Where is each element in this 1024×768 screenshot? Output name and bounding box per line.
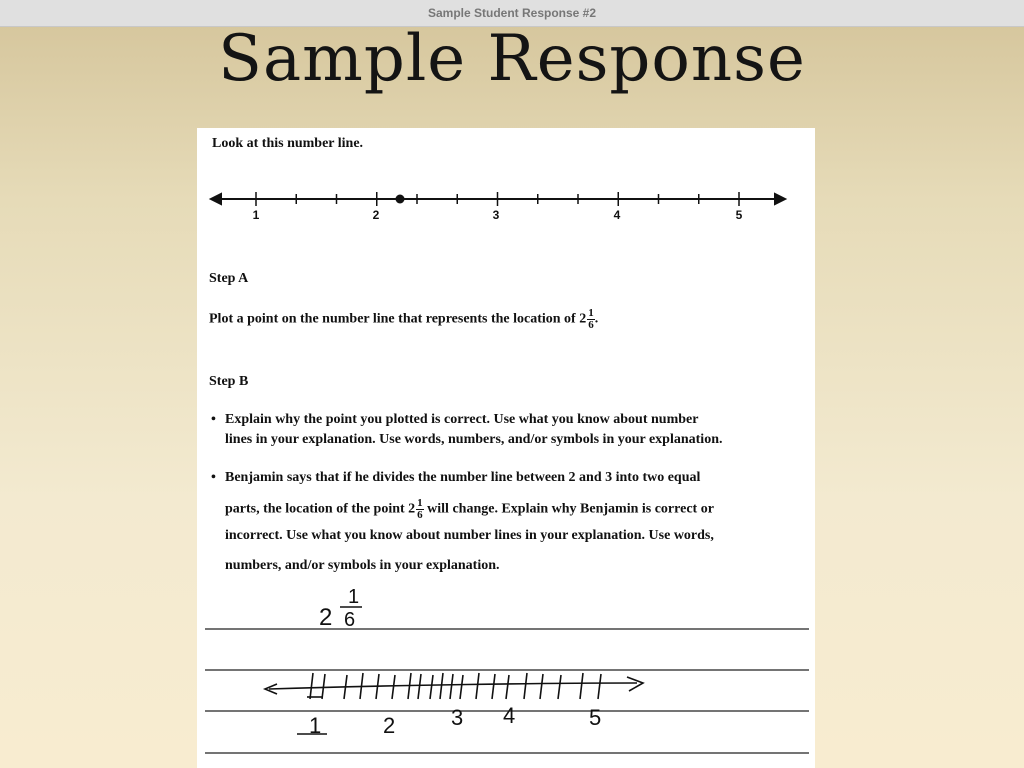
step-b-bullet2-line1: Benjamin says that if he divides the number line between 2 and 3 into two equal xyxy=(225,470,701,485)
step-b-bullet1-line1: Explain why the point you plotted is correct. Use what you know about number xyxy=(225,412,699,427)
plotted-point xyxy=(396,195,405,204)
handwritten-numerator: 1 xyxy=(348,586,360,608)
number-line-label: 3 xyxy=(492,208,500,222)
handwritten-label: 1 xyxy=(309,713,322,738)
number-line-label: 1 xyxy=(252,208,260,222)
step-b-bullet2-line4: numbers, and/or symbols in your explanation. xyxy=(225,558,500,573)
handwritten-label: 3 xyxy=(451,705,464,730)
handwritten-label: 2 xyxy=(383,713,396,738)
step-b-bullet2-line2: parts, the location of the point 2 $\frac{1}{6}$ will change. Explain why Benjamin is correct or xyxy=(225,497,714,521)
step-b-heading: Step B xyxy=(209,374,249,389)
number-line-label: 5 xyxy=(735,208,743,222)
printed-number-line xyxy=(197,183,815,283)
step-b-bullet2-line3: incorrect. Use what you know about number lines in your explanation. Use words, xyxy=(225,528,714,543)
hand-tick xyxy=(450,674,453,699)
hand-tick xyxy=(598,674,601,699)
hand-tick xyxy=(540,674,543,699)
hand-tick xyxy=(476,673,479,699)
handwritten-whole: 2 xyxy=(319,604,333,631)
handwritten-label: 5 xyxy=(589,705,602,730)
bullet-marker: • xyxy=(211,412,216,427)
hand-tick xyxy=(524,673,527,699)
handwritten-denominator: 6 xyxy=(344,609,356,631)
step-a-text: Plot a point on the number line that represents the location of 2 $\frac{1}{6}$ . xyxy=(209,307,599,331)
hand-tick xyxy=(310,673,313,699)
hand-tick xyxy=(440,673,443,699)
window-title: Sample Student Response #2 xyxy=(427,6,597,20)
handwritten-label: 4 xyxy=(503,703,516,728)
worksheet-scan xyxy=(197,128,815,768)
hand-tick xyxy=(418,674,421,699)
hand-tick xyxy=(460,675,463,699)
hand-tick xyxy=(506,675,509,699)
number-line-label: 4 xyxy=(613,208,621,222)
slide-title: Sample Response xyxy=(218,22,806,96)
hand-tick xyxy=(392,675,395,699)
number-line-label: 2 xyxy=(372,208,380,222)
step-a-heading: Step A xyxy=(209,271,249,286)
worksheet-prompt: Look at this number line. xyxy=(212,136,364,151)
handwritten-response xyxy=(197,573,815,768)
hand-tick xyxy=(558,675,561,699)
hand-tick xyxy=(322,674,325,699)
hand-tick xyxy=(430,675,433,699)
hand-tick xyxy=(580,673,583,699)
step-b-bullet1-line2: lines in your explanation. Use words, numbers, and/or symbols in your explanation. xyxy=(225,432,723,447)
hand-tick xyxy=(492,674,495,699)
bullet-marker: • xyxy=(211,470,216,485)
